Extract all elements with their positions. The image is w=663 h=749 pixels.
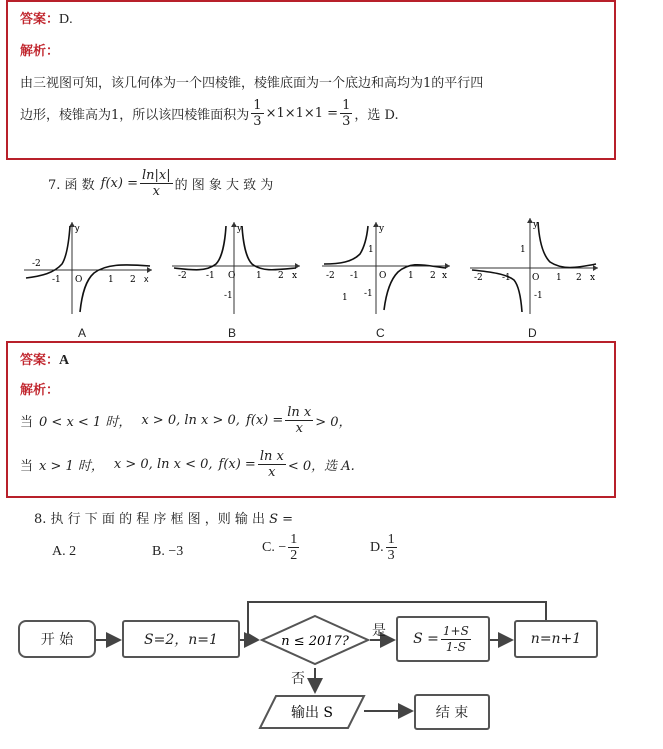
flow-end: 结 束 bbox=[414, 694, 490, 730]
tick-label: -2 bbox=[32, 259, 41, 269]
tick-label: -1 bbox=[52, 275, 61, 285]
tick-label: -1 bbox=[206, 271, 215, 281]
answer-row-q7: 答案：A bbox=[20, 353, 70, 368]
graph-label-b: B bbox=[228, 326, 237, 340]
analysis-case-2: 当 x > 1 时， x > 0, ln x < 0, f(x) = $\frac{\text{ln x}}{x}$ < 0，选 A. bbox=[20, 449, 355, 480]
tick-label: -1 bbox=[364, 289, 373, 299]
answer-box-q6 bbox=[6, 0, 616, 160]
analysis-text-line1: 由三视图可知，该几何体为一个四棱锥，棱锥底面为一个底边和高均为1的平行四 bbox=[20, 76, 484, 91]
tick-label: 2 bbox=[278, 271, 284, 281]
tick-label: -2 bbox=[326, 271, 335, 281]
question-8-stem: 8. 执 行 下 面 的 程 序 框 图 ，则 输 出 S = bbox=[34, 512, 294, 527]
tick-label: 1 bbox=[556, 273, 562, 283]
tick-label: O bbox=[75, 275, 83, 285]
axis-x-label: x bbox=[292, 271, 298, 281]
flow-init: S=2，n=1 bbox=[122, 620, 240, 658]
tick-label: O bbox=[228, 271, 236, 281]
tick-label: O bbox=[532, 273, 540, 283]
answer-box-q7 bbox=[6, 341, 616, 498]
fraction-one-third: $\frac{1}{3}$ bbox=[253, 98, 262, 129]
tick-label: -1 bbox=[534, 291, 543, 301]
tick-label: -2 bbox=[474, 273, 483, 283]
graph-option-b bbox=[170, 218, 305, 318]
tick-label: 2 bbox=[130, 275, 136, 285]
flow-yes-label: 是 bbox=[372, 623, 386, 639]
flow-condition-text: n ≤ 2017? bbox=[281, 634, 349, 649]
flow-no-label: 否 bbox=[291, 671, 305, 687]
graph-label-a: A bbox=[78, 326, 87, 340]
axis-x-label: x bbox=[144, 274, 149, 284]
graph-option-a bbox=[22, 218, 157, 318]
analysis-case-1: 当 0 < x < 1 时， x > 0, ln x > 0, f(x) = $\frac{\text{ln x}}{x}$ > 0， bbox=[20, 405, 352, 436]
fraction-lnx-over-x: $\frac{\text{ln x}}{x}$ bbox=[259, 449, 284, 480]
tick-label: 1 bbox=[108, 275, 114, 285]
axis-x-label: x bbox=[590, 273, 596, 283]
graph-option-c bbox=[320, 218, 455, 318]
tick-label: -1 bbox=[502, 273, 511, 283]
fraction-lnx-over-x: $\frac{\text{ln x}}{x}$ bbox=[287, 405, 312, 436]
graph-label-c: C bbox=[376, 326, 385, 340]
answer-label: 答案： bbox=[20, 12, 60, 27]
flow-update-n: n=n+1 bbox=[514, 620, 598, 658]
flow-output bbox=[258, 694, 366, 730]
tick-label: 1 bbox=[342, 293, 348, 303]
analysis-label-q7: 解析： bbox=[20, 383, 60, 398]
tick-label: 1 bbox=[256, 271, 262, 281]
option-b: B. −3 bbox=[152, 544, 184, 559]
option-c: C. − $\frac{1}{2}$ bbox=[262, 532, 298, 563]
analysis-text-line2: 边形，棱锥高为1，所以该四棱锥面积为 $\frac{1}{3}$ ×1×1×1 = $\frac{1}{3}$ ，选 D. bbox=[20, 98, 399, 129]
option-a: A. 2 bbox=[52, 544, 77, 559]
fraction-one-third: $\frac{1}{3}$ bbox=[342, 98, 351, 129]
option-d: D. $\frac{1}{3}$ bbox=[370, 532, 395, 563]
tick-label: O bbox=[379, 271, 387, 281]
flow-output-text: 输出 S bbox=[290, 705, 334, 721]
axis-y-label: y bbox=[533, 220, 539, 230]
tick-label: 1 bbox=[368, 245, 374, 255]
tick-label: -1 bbox=[224, 291, 233, 301]
answer-value: A bbox=[59, 353, 70, 368]
graph-label-d: D bbox=[528, 326, 537, 340]
answer-value: D. bbox=[59, 12, 73, 27]
axis-y-label: y bbox=[237, 224, 243, 234]
fraction-lnabsx-over-x: $\frac{\ln|x|}{x}$ bbox=[141, 168, 171, 199]
flow-condition bbox=[260, 614, 370, 666]
axis-x-label: x bbox=[442, 271, 448, 281]
flow-start: 开 始 bbox=[18, 620, 96, 658]
tick-label: 1 bbox=[408, 271, 414, 281]
axis-y-label: y bbox=[75, 223, 80, 233]
question-7-stem: 7. 函 数 f(x) = $\frac{\ln|x|}{x}$ 的 图 象 大 致 为 bbox=[48, 168, 274, 199]
tick-label: 1 bbox=[520, 245, 526, 255]
answer-row-q6 bbox=[20, 8, 73, 28]
tick-label: -2 bbox=[178, 271, 187, 281]
tick-label: -1 bbox=[350, 271, 359, 281]
graph-option-d bbox=[468, 214, 603, 318]
tick-label: 2 bbox=[576, 273, 582, 283]
axis-y-label: y bbox=[379, 224, 385, 234]
flow-update-s: S = $\frac{1+S}{1-S}$ bbox=[396, 616, 490, 662]
tick-label: 2 bbox=[430, 271, 436, 281]
analysis-label-q6: 解析： bbox=[20, 44, 60, 59]
